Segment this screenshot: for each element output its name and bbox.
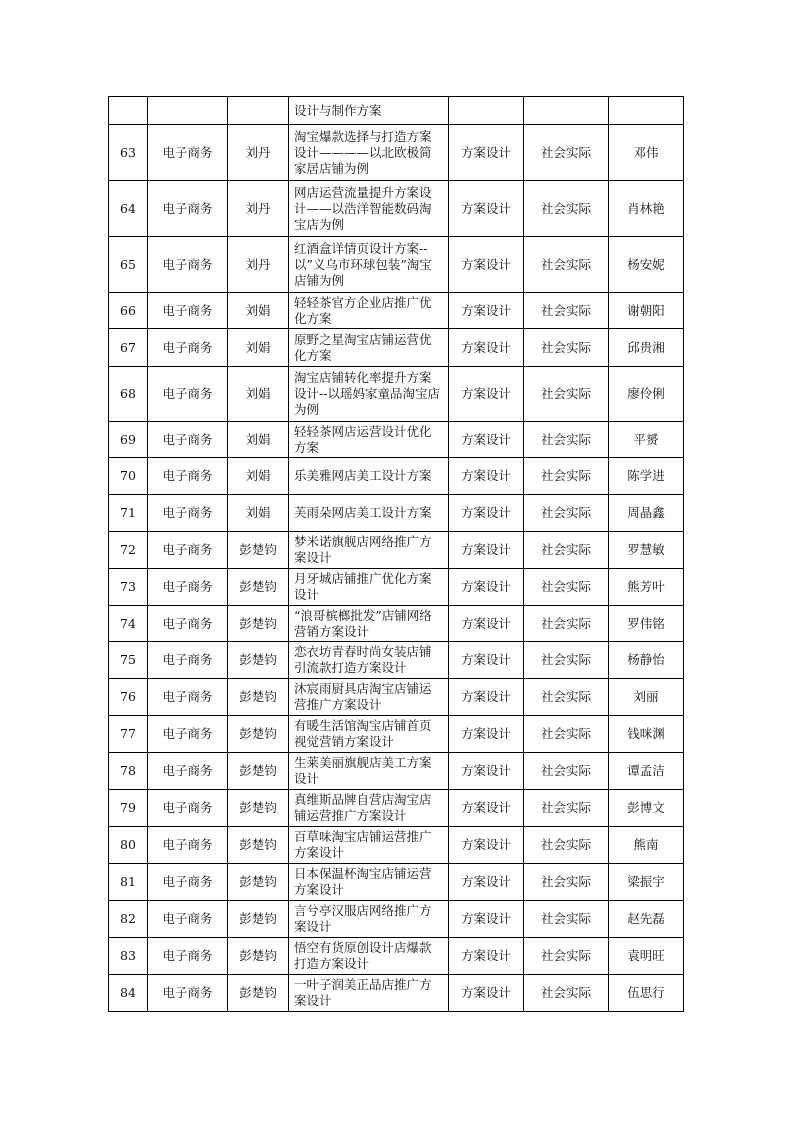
advisor-cell: 彭楚钧 — [228, 827, 289, 864]
student-cell: 邱贵湘 — [609, 329, 684, 367]
type-cell: 方案设计 — [449, 422, 524, 458]
source-cell: 社会实际 — [524, 938, 609, 975]
type-cell: 方案设计 — [449, 329, 524, 367]
type-cell — [449, 97, 524, 125]
title-cell: 红酒盒详情页设计方案--以”义乌市环球包装”淘宝店铺为例 — [289, 237, 449, 293]
table-row — [109, 422, 684, 458]
advisor-cell: 彭楚钧 — [228, 569, 289, 606]
major-cell: 电子商务 — [148, 367, 228, 422]
source-cell: 社会实际 — [524, 606, 609, 642]
table-row — [109, 293, 684, 329]
major-cell: 电子商务 — [148, 125, 228, 181]
advisor-cell: 刘娟 — [228, 293, 289, 329]
row-number: 77 — [109, 716, 148, 753]
source-cell: 社会实际 — [524, 790, 609, 827]
row-number: 73 — [109, 569, 148, 606]
major-cell: 电子商务 — [148, 495, 228, 532]
title-cell: 设计与制作方案 — [289, 97, 449, 125]
row-number: 64 — [109, 181, 148, 237]
major-cell: 电子商务 — [148, 237, 228, 293]
major-cell: 电子商务 — [148, 422, 228, 458]
table-body — [109, 97, 684, 1012]
row-number: 71 — [109, 495, 148, 532]
title-cell: 轻轻茶网店运营设计优化方案 — [289, 422, 449, 458]
advisor-cell: 刘丹 — [228, 181, 289, 237]
row-number: 65 — [109, 237, 148, 293]
major-cell: 电子商务 — [148, 975, 228, 1012]
row-number: 69 — [109, 422, 148, 458]
major-cell: 电子商务 — [148, 532, 228, 569]
row-number: 66 — [109, 293, 148, 329]
advisor-cell: 彭楚钧 — [228, 790, 289, 827]
row-number: 74 — [109, 606, 148, 642]
title-cell: 淘宝店铺转化率提升方案设计--以瑶妈家童品淘宝店为例 — [289, 367, 449, 422]
title-cell: 月牙城店铺推广优化方案设计 — [289, 569, 449, 606]
title-cell: 真维斯品牌自营店淘宝店铺运营推广方案设计 — [289, 790, 449, 827]
table-row — [109, 642, 684, 679]
student-cell: 杨安妮 — [609, 237, 684, 293]
student-cell: 谭孟洁 — [609, 753, 684, 790]
source-cell: 社会实际 — [524, 125, 609, 181]
source-cell: 社会实际 — [524, 901, 609, 938]
major-cell: 电子商务 — [148, 938, 228, 975]
source-cell — [524, 97, 609, 125]
type-cell: 方案设计 — [449, 753, 524, 790]
major-cell: 电子商务 — [148, 753, 228, 790]
type-cell: 方案设计 — [449, 864, 524, 901]
type-cell: 方案设计 — [449, 827, 524, 864]
title-cell: 网店运营流量提升方案设计——以浩洋智能数码淘宝店为例 — [289, 181, 449, 237]
major-cell: 电子商务 — [148, 864, 228, 901]
type-cell: 方案设计 — [449, 181, 524, 237]
table-row — [109, 495, 684, 532]
advisor-cell: 刘丹 — [228, 125, 289, 181]
title-cell: 梦米诺旗舰店网络推广方案设计 — [289, 532, 449, 569]
student-cell: 周晶鑫 — [609, 495, 684, 532]
student-cell: 罗慧敏 — [609, 532, 684, 569]
table-row — [109, 606, 684, 642]
title-cell: 淘宝爆款选择与打造方案设计————以北欧极简家居店铺为例 — [289, 125, 449, 181]
table-row — [109, 679, 684, 716]
advisor-cell — [228, 97, 289, 125]
major-cell: 电子商务 — [148, 329, 228, 367]
type-cell: 方案设计 — [449, 569, 524, 606]
type-cell: 方案设计 — [449, 975, 524, 1012]
student-cell: 刘丽 — [609, 679, 684, 716]
source-cell: 社会实际 — [524, 367, 609, 422]
type-cell: 方案设计 — [449, 606, 524, 642]
advisor-cell: 刘丹 — [228, 237, 289, 293]
row-number — [109, 97, 148, 125]
major-cell: 电子商务 — [148, 790, 228, 827]
title-cell: “浪哥槟榔批发”店铺网络营销方案设计 — [289, 606, 449, 642]
type-cell: 方案设计 — [449, 237, 524, 293]
type-cell: 方案设计 — [449, 532, 524, 569]
source-cell: 社会实际 — [524, 237, 609, 293]
row-number: 68 — [109, 367, 148, 422]
row-number: 67 — [109, 329, 148, 367]
source-cell: 社会实际 — [524, 975, 609, 1012]
major-cell: 电子商务 — [148, 679, 228, 716]
table-row — [109, 864, 684, 901]
source-cell: 社会实际 — [524, 569, 609, 606]
row-number: 82 — [109, 901, 148, 938]
advisor-cell: 彭楚钧 — [228, 679, 289, 716]
row-number: 70 — [109, 458, 148, 495]
major-cell: 电子商务 — [148, 716, 228, 753]
student-cell: 杨静怡 — [609, 642, 684, 679]
row-number: 84 — [109, 975, 148, 1012]
row-number: 79 — [109, 790, 148, 827]
type-cell: 方案设计 — [449, 293, 524, 329]
advisor-cell: 刘娟 — [228, 458, 289, 495]
major-cell: 电子商务 — [148, 569, 228, 606]
title-cell: 恋衣坊青春时尚女装店铺引流款打造方案设计 — [289, 642, 449, 679]
title-cell: 原野之星淘宝店铺运营优化方案 — [289, 329, 449, 367]
advisor-cell: 彭楚钧 — [228, 606, 289, 642]
student-cell: 熊芳叶 — [609, 569, 684, 606]
type-cell: 方案设计 — [449, 790, 524, 827]
advisor-cell: 刘娟 — [228, 329, 289, 367]
major-cell: 电子商务 — [148, 181, 228, 237]
advisor-cell: 彭楚钧 — [228, 901, 289, 938]
source-cell: 社会实际 — [524, 827, 609, 864]
table-row — [109, 975, 684, 1012]
advisor-cell: 彭楚钧 — [228, 532, 289, 569]
table-row — [109, 901, 684, 938]
table-row — [109, 181, 684, 237]
type-cell: 方案设计 — [449, 901, 524, 938]
source-cell: 社会实际 — [524, 532, 609, 569]
type-cell: 方案设计 — [449, 458, 524, 495]
table-row — [109, 716, 684, 753]
title-cell: 乐美雅网店美工设计方案 — [289, 458, 449, 495]
title-cell: 日本保温杯淘宝店铺运营方案设计 — [289, 864, 449, 901]
table-row — [109, 458, 684, 495]
student-cell: 梁振宇 — [609, 864, 684, 901]
table-row — [109, 125, 684, 181]
advisor-cell: 彭楚钧 — [228, 753, 289, 790]
major-cell: 电子商务 — [148, 642, 228, 679]
type-cell: 方案设计 — [449, 367, 524, 422]
major-cell: 电子商务 — [148, 901, 228, 938]
row-number: 75 — [109, 642, 148, 679]
table-row — [109, 367, 684, 422]
type-cell: 方案设计 — [449, 642, 524, 679]
title-cell: 百草味淘宝店铺运营推广方案设计 — [289, 827, 449, 864]
major-cell: 电子商务 — [148, 293, 228, 329]
advisor-cell: 彭楚钧 — [228, 716, 289, 753]
student-cell: 熊南 — [609, 827, 684, 864]
row-number: 83 — [109, 938, 148, 975]
row-number: 76 — [109, 679, 148, 716]
type-cell: 方案设计 — [449, 938, 524, 975]
title-cell: 有暖生活馆淘宝店铺首页视觉营销方案设计 — [289, 716, 449, 753]
title-cell: 一叶子润美正品店推广方案设计 — [289, 975, 449, 1012]
type-cell: 方案设计 — [449, 125, 524, 181]
advisor-cell: 刘娟 — [228, 495, 289, 532]
source-cell: 社会实际 — [524, 716, 609, 753]
source-cell: 社会实际 — [524, 642, 609, 679]
row-number: 72 — [109, 532, 148, 569]
student-cell: 谢朝阳 — [609, 293, 684, 329]
table-row — [109, 237, 684, 293]
table-row — [109, 97, 684, 125]
table-row — [109, 790, 684, 827]
source-cell: 社会实际 — [524, 329, 609, 367]
source-cell: 社会实际 — [524, 495, 609, 532]
source-cell: 社会实际 — [524, 864, 609, 901]
title-cell: 轻轻茶官方企业店推广优化方案 — [289, 293, 449, 329]
source-cell: 社会实际 — [524, 679, 609, 716]
student-cell — [609, 97, 684, 125]
row-number: 63 — [109, 125, 148, 181]
table-row — [109, 938, 684, 975]
student-cell: 肖林艳 — [609, 181, 684, 237]
row-number: 81 — [109, 864, 148, 901]
type-cell: 方案设计 — [449, 716, 524, 753]
thesis-table — [108, 96, 684, 1012]
title-cell: 悟空有货原创设计店爆款打造方案设计 — [289, 938, 449, 975]
title-cell: 生莱美丽旗舰店美工方案设计 — [289, 753, 449, 790]
advisor-cell: 刘娟 — [228, 367, 289, 422]
title-cell: 沐宸雨厨具店淘宝店铺运营推广方案设计 — [289, 679, 449, 716]
major-cell: 电子商务 — [148, 606, 228, 642]
advisor-cell: 彭楚钧 — [228, 938, 289, 975]
student-cell: 廖伶俐 — [609, 367, 684, 422]
student-cell: 罗伟铭 — [609, 606, 684, 642]
student-cell: 彭博文 — [609, 790, 684, 827]
major-cell — [148, 97, 228, 125]
advisor-cell: 彭楚钧 — [228, 642, 289, 679]
row-number: 78 — [109, 753, 148, 790]
table-row — [109, 569, 684, 606]
student-cell: 邓伟 — [609, 125, 684, 181]
major-cell: 电子商务 — [148, 827, 228, 864]
source-cell: 社会实际 — [524, 293, 609, 329]
title-cell: 言兮亭汉服店网络推广方案设计 — [289, 901, 449, 938]
type-cell: 方案设计 — [449, 679, 524, 716]
major-cell: 电子商务 — [148, 458, 228, 495]
row-number: 80 — [109, 827, 148, 864]
table-row — [109, 532, 684, 569]
advisor-cell: 彭楚钧 — [228, 975, 289, 1012]
table-row — [109, 827, 684, 864]
student-cell: 平赟 — [609, 422, 684, 458]
student-cell: 袁明旺 — [609, 938, 684, 975]
table-row — [109, 329, 684, 367]
student-cell: 钱咪渊 — [609, 716, 684, 753]
source-cell: 社会实际 — [524, 422, 609, 458]
title-cell: 芙雨朵网店美工设计方案 — [289, 495, 449, 532]
advisor-cell: 彭楚钧 — [228, 864, 289, 901]
table-row — [109, 753, 684, 790]
advisor-cell: 刘娟 — [228, 422, 289, 458]
source-cell: 社会实际 — [524, 458, 609, 495]
type-cell: 方案设计 — [449, 495, 524, 532]
source-cell: 社会实际 — [524, 753, 609, 790]
student-cell: 伍思行 — [609, 975, 684, 1012]
student-cell: 赵先磊 — [609, 901, 684, 938]
student-cell: 陈学进 — [609, 458, 684, 495]
source-cell: 社会实际 — [524, 181, 609, 237]
